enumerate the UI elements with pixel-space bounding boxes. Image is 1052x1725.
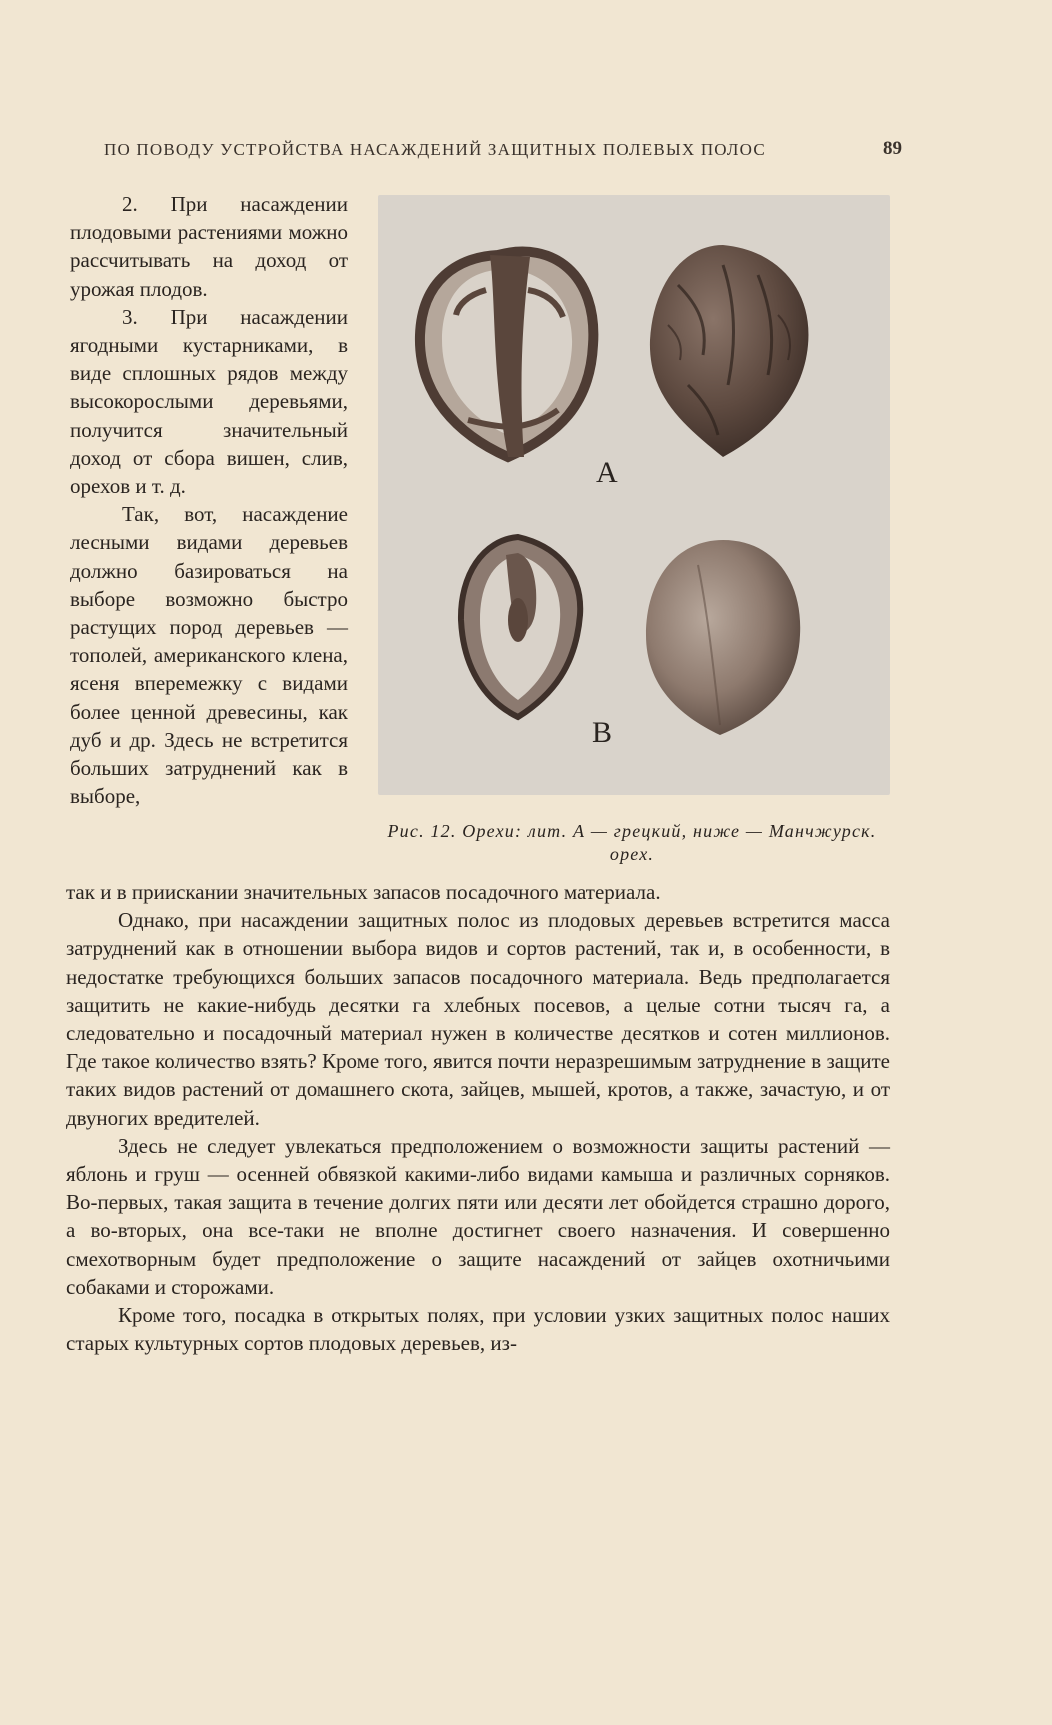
figure-label-a: А — [596, 456, 618, 489]
walnut-section — [420, 252, 593, 457]
paragraph-protection: Здесь не следует увлекаться предположением о возможности защиты растений — яблонь и груш — осенней обвязкой какими-либо видами камыша и различных сорняков. Во-первых, такая защита в течение долгих пяти или десяти лет обойдется страшно дорого, а во-вторых, она все-таки не вполне достигнет своего назначения. И совершенно смехотворным будет предположение о защите насаждений от зайцев охотничьими собаками и сторожами. — [66, 1133, 890, 1299]
figure-nuts — [378, 195, 890, 795]
main-text — [66, 878, 890, 1357]
paragraph-berry-shrubs: 3. При насаждении ягодными кустарниками, в виде сплошных рядов между высокорослыми деревьями, получится значительный доход от сбора вишен, слив, орехов и т. д. — [70, 304, 348, 499]
page-number: 89 — [883, 138, 902, 159]
manchurian-nut-whole — [646, 540, 800, 735]
nuts-illustration — [378, 195, 890, 795]
paragraph-continuation: так и в приискании значительных запасов посадочного материала. — [66, 880, 661, 904]
left-column — [70, 190, 348, 810]
paragraph-difficulties: Однако, при насаждении защитных полос из плодовых деревьев встретится масса затруднений как в отношении выбора видов и сортов растений, так и, в особенности, в недостатке требующихся больших запасов посадочного материала. Ведь предполагается защитить не какие-нибудь десятки га хлебных посевов, а целые сотни тысяч га, а следовательно и посадочный материал нужен в количестве десятков и сотен миллионов. Где такое количество взять? Кроме того, явится почти неразрешимым затруднение в защите таких видов растений от домашнего скота, зайцев, мышей, кротов, а также, зачастую, и от двуногих вредителей. — [66, 908, 890, 1130]
walnut-whole — [650, 245, 809, 457]
paragraph-fruit-plants: 2. При насаждении плодовыми растениями можно рассчитывать на доход от урожая плодов. — [70, 192, 348, 301]
figure-caption: Рис. 12. Орехи: лит. А — грецкий, ниже — Манчжурск. орех. — [387, 821, 877, 864]
paragraph-forest-species: Так, вот, насаждение лесными видами деревьев должно базироваться на выборе возможно быстро растущих пород деревьев — тополей, американского клена, ясеня вперемежку с видами более ценной древесины, как дуб и др. Здесь не встретится больших затруднений как в выборе, — [70, 502, 348, 809]
manchurian-nut-section — [461, 537, 580, 717]
figure-label-b: В — [592, 716, 613, 749]
paragraph-planting: Кроме того, посадка в открытых полях, при условии узких защитных полос наших старых культурных сортов плодовых деревьев, из- — [66, 1303, 890, 1356]
running-title: ПО ПОВОДУ УСТРОЙСТВА НАСАЖДЕНИЙ ЗАЩИТНЫХ ПОЛЕВЫХ ПОЛОС — [104, 140, 766, 159]
